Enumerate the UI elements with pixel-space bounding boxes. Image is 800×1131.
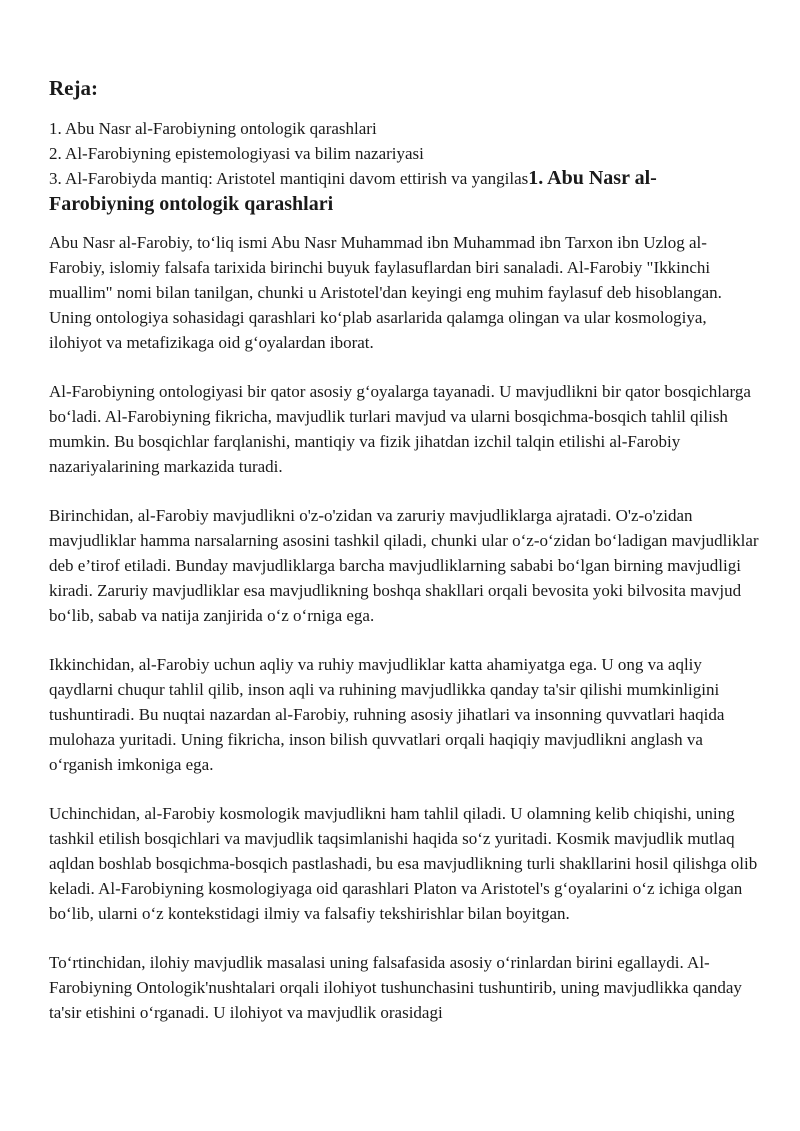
paragraph: To‘rtinchidan, ilohiy mavjudlik masalasi uning falsafasida asosiy o‘rinlardan birini egallaydi. Al-Farobiyning Ontologik'nushtalari orqali ilohiyot tushunchasini tushuntirib, uning mavjudlikka qanday ta'sir etishini o‘rganadi. U ilohiyot va mavjudlik orasidagi — [49, 953, 742, 1022]
plan-item — [49, 166, 761, 191]
section-heading-start: 1. Abu Nasr al- — [528, 167, 657, 189]
plan-list — [49, 116, 761, 191]
paragraph: Uchinchidan, al-Farobiy kosmologik mavjudlikni ham tahlil qiladi. U olamning kelib chiqishi, uning tashkil etilish bosqichlari va mavjudlik taqsimlanishi haqida so‘z yuritadi. Kosmik mavjudlik mutlaq aqldan boshlab bosqichma-bosqich pastlashadi, bu esa mavjudlikning turli shakllarini hosil qilishga olib keladi. Al-Farobiyning kosmologiyaga oid qarashlari Platon va Aristotel's g‘oyalarini o‘z ichiga olgan bo‘lib, ularni o‘z kontekstidagi ilmiy va falsafiy tekshirishlar bilan boyitgan. — [49, 804, 758, 923]
paragraph: Ikkinchidan, al-Farobiy uchun aqliy va ruhiy mavjudliklar katta ahamiyatga ega. U ong va aqliy qaydlarni chuqur tahlil qilib, inson aqli va ruhining mavjudlikka qanday ta'sir qilishi mumkinligini tushuntiradi. Bu nuqtai nazardan al-Farobiy, ruhning asosiy jihatlari va insonning quvvatlari haqida mulohaza yuritadi. Uning fikricha, inson bilish quvvatlari orqali haqiqiy mavjudlikni anglash va o‘rganish imkoniga ega. — [49, 655, 725, 774]
paragraph: Al-Farobiyning ontologiyasi bir qator asosiy g‘oyalarga tayanadi. U mavjudlikni bir qator bosqichlarga bo‘ladi. Al-Farobiyning fikricha, mavjudlik turlari mavjud va ularni bosqichma-bosqich tahlil qilish mumkin. Bu bosqichlar farqlanishi, mantiqiy va fizik jihatdan izchil talqin etilishi al-Farobiy nazariyalarining markazida turadi. — [49, 382, 751, 476]
document-page — [49, 74, 761, 1049]
plan-title: Reja: — [49, 76, 98, 100]
section-heading-continued: Farobiyning ontologik qarashlari — [49, 193, 334, 215]
plan-item: 2. Al-Farobiyning epistemologiyasi va bilim nazariyasi — [49, 144, 424, 163]
paragraph: Abu Nasr al-Farobiy, to‘liq ismi Abu Nasr Muhammad ibn Muhammad ibn Tarxon ibn Uzlog al-Farobiy, islomiy falsafa tarixida birinchi buyuk faylasuflardan biri sanaladi. Al-Farobiy "Ikkinchi muallim" nomi bilan tanilgan, chunki u Aristotel'dan keyingi eng muhim faylasuf deb hisoblangan. Uning ontologiya sohasidagi qarashlari ko‘plab asarlarida qalamga olingan va ular kosmologiya, ilohiyot va metafizikaga oid g‘oyalardan iborat. — [49, 233, 722, 352]
paragraph: Birinchidan, al-Farobiy mavjudlikni o'z-o'zidan va zaruriy mavjudliklarga ajratadi. O'z-o'zidan mavjudliklar hamma narsalarning asosini tashkil qiladi, chunki ular o‘z-o‘zidan bo‘ladigan mavjudliklar deb e’tirof etiladi. Bunday mavjudliklarga barcha mavjudliklarning sababi bo‘lgan birning mavjudligi kiradi. Zaruriy mavjudliklar esa mavjudlikning boshqa shakllari orqali bevosita yoki bilvosita mavjud bo‘lib, sabab va natija zanjirida o‘z o‘rniga ega. — [49, 506, 759, 625]
plan-item: 1. Abu Nasr al-Farobiyning ontologik qarashlari — [49, 119, 377, 138]
plan-item-text: 3. Al-Farobiyda mantiq: Aristotel mantiqini davom ettirish va yangilas — [49, 169, 529, 188]
